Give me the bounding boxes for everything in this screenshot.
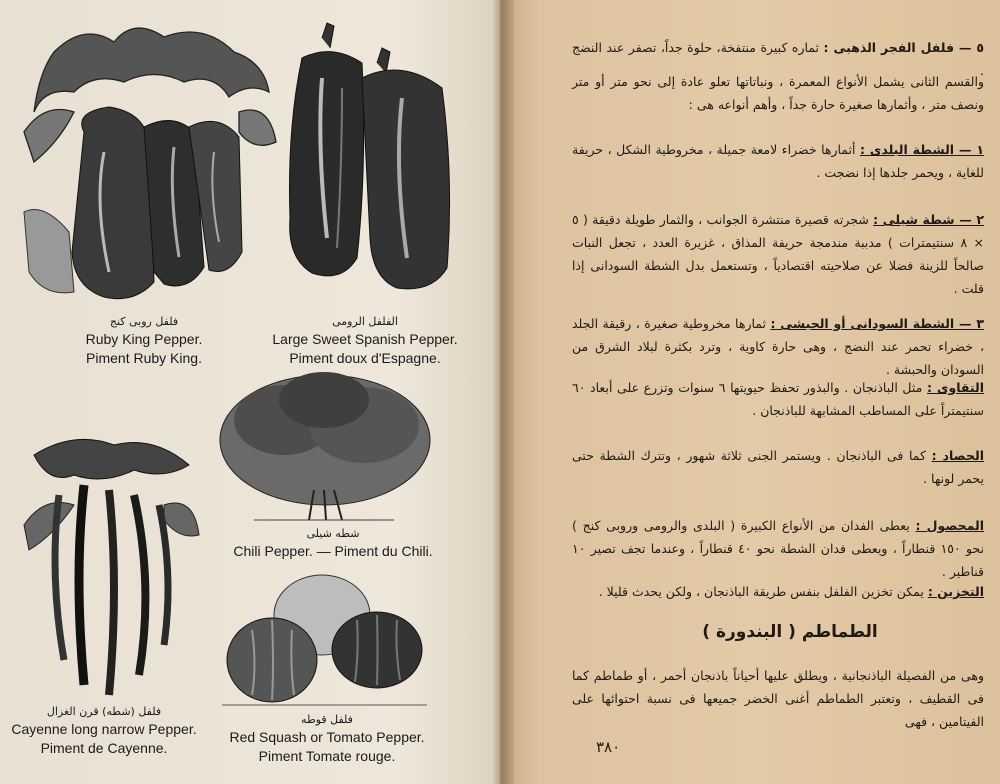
page-number: ٣٨٠ bbox=[596, 738, 621, 756]
item-text: يمكن تخزين الفلفل بنفس طريقة الباذنجان ، ولكن يحدث قليلا . bbox=[598, 584, 924, 599]
tomato-pepper-caption bbox=[210, 712, 444, 766]
caption-french: Piment Ruby King. bbox=[86, 350, 202, 366]
item-text: أثمارها خضراء لامعة جميلة ، مخروطية الشكل ، حريفة للغاية ، ويحمر جلدها إذا نضجت . bbox=[572, 142, 984, 180]
cayenne-pepper-caption bbox=[4, 704, 204, 758]
item-sudani bbox=[572, 312, 984, 381]
item-text: يعطى الفدان من الأنواع الكبيرة ( البلدى والرومى وروبى كنج ) نحو ١٥٠ قنطاراً ، ويعطى فدان الشطة نحو ٤٠ قنطاراً ، وعندما تجف تصير ١٠ قناطير . bbox=[572, 518, 984, 579]
paragraph-tomato: وهى من الفصيلة الباذنجانية ، ويطلق عليها أحياناً باذنجان أحمر ، أو طماطم كما فى القطيف ، وتعتبر الطماطم أغنى الخضر جميعها فى نسبة احتوائها على الفيتامين ، فهى bbox=[572, 668, 984, 729]
item-baladi bbox=[572, 138, 984, 184]
caption-arabic: الفلفل الرومى bbox=[332, 315, 398, 328]
item-text: شجرته قصيرة منتشرة الجوانب ، والثمار طويلة دقيقة ( ٥ × ٨ سنتيمترات ) مدببة مندمجة حريفة المذاق ، غزيرة العدد ، تجعل النبات صالحاً للزينة فضلا عن صلاحيته اقتصادياً ، وتستعمل بدل الشطة السودانى إذا قلت . bbox=[572, 212, 984, 296]
item-label: المحصول : bbox=[915, 518, 985, 533]
cayenne-pepper-illustration bbox=[14, 425, 204, 700]
caption-arabic: شطه شيلى bbox=[306, 527, 360, 540]
chili-pepper-caption bbox=[218, 526, 448, 561]
caption-arabic: فلفل قوطه bbox=[301, 713, 353, 726]
paragraph-storage bbox=[572, 580, 984, 603]
spanish-pepper-illustration bbox=[282, 18, 462, 300]
caption-arabic: فلفل (شطه) قرن الغزال bbox=[46, 705, 162, 718]
caption-french: Piment de Cayenne. bbox=[40, 740, 168, 756]
chili-pepper-illustration bbox=[214, 360, 436, 526]
item-label: ٥ — فلفل الفجر الذهبى : bbox=[823, 40, 984, 55]
item-label: الحصاد : bbox=[931, 448, 984, 463]
paragraph-perennial: والقسم الثانى يشمل الأنواع المعمرة ، ونباتاتها تعلو عادة إلى نحو متر أو متر ونصف متر ، وأثمارها صغيرة حارة جداً ، وأهم أنواعه هى : bbox=[572, 74, 984, 112]
item-label: ١ — الشطة البلدى : bbox=[860, 142, 984, 157]
tomato-pepper-illustration bbox=[212, 570, 438, 712]
item-label: ٣ — الشطة السودانى أو الحبشى : bbox=[770, 316, 984, 331]
item-text: مثل الباذنجان . والبذور تحفظ حيويتها ٦ سنوات وتزرع على أبعاد ٦٠ سنتيمتراً على المساطب المشابهة للباذنجان . bbox=[572, 380, 984, 418]
item-chili bbox=[572, 208, 984, 300]
caption-french: Piment doux d'Espagne. bbox=[289, 350, 441, 366]
item-text: ثماره كبيرة منتفخة، حلوة جداً، تصفر عند النضج . bbox=[572, 40, 984, 78]
ruby-king-pepper-illustration bbox=[14, 12, 280, 304]
item-label: التقاوى : bbox=[926, 380, 984, 395]
caption-english: Red Squash or Tomato Pepper. bbox=[229, 729, 425, 745]
item-text: كما فى الباذنجان . ويستمر الجنى ثلاثة شهور ، وتترك الشطة حتى يحمر لونها . bbox=[572, 448, 984, 486]
item-label: ٢ — شطة شيلى : bbox=[873, 212, 984, 227]
paragraph-planting bbox=[572, 376, 984, 422]
caption-english: Large Sweet Spanish Pepper. bbox=[272, 331, 458, 347]
section-title: الطماطم ( البندورة ) bbox=[702, 622, 878, 642]
book-gutter bbox=[492, 0, 514, 784]
paragraph-yield bbox=[572, 514, 984, 583]
caption-english: Chili Pepper. — Piment du Chili. bbox=[233, 543, 433, 559]
caption-french: Piment Tomate rouge. bbox=[258, 748, 396, 764]
item-label: التخزين : bbox=[927, 584, 984, 599]
caption-english: Cayenne long narrow Pepper. bbox=[11, 721, 197, 737]
paragraph-harvest bbox=[572, 444, 984, 490]
item-text: ثمارها مخروطية صغيرة ، رقيقة الجلد ، خضراء تحمر عند النضج ، وهى حارة كاوية ، وترد بكثرة لبلاد الشرق من السودان والحبشة . bbox=[572, 316, 984, 377]
caption-arabic: فلفل روبى كنج bbox=[109, 315, 179, 328]
caption-english: Ruby King Pepper. bbox=[85, 331, 203, 347]
